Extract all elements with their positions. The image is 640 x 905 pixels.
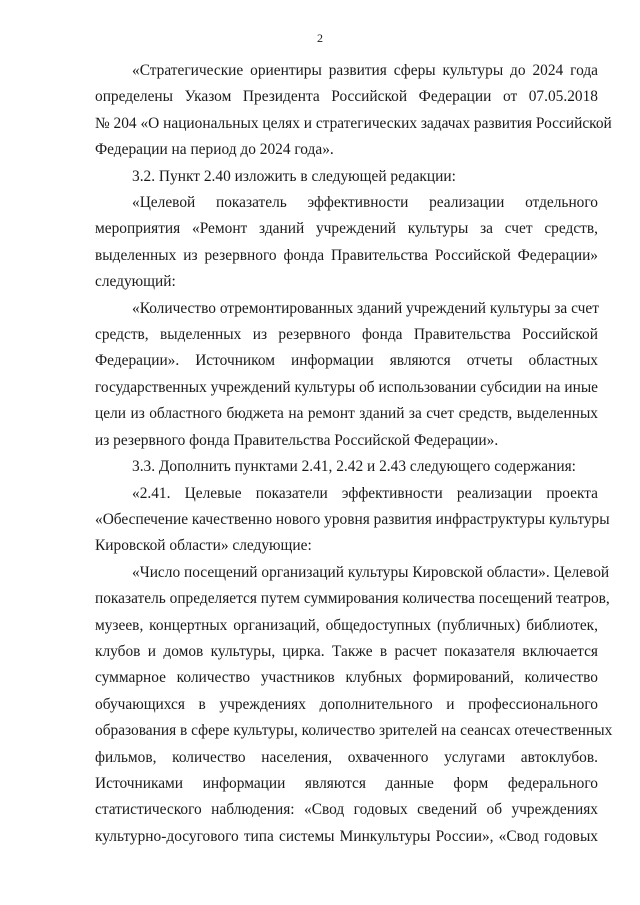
- text-line: «Обеспечение качественно нового уровня развития инфраструктуры культуры: [95, 510, 610, 528]
- page-number: 2: [317, 31, 323, 45]
- text-line: Кировской области» следующие:: [95, 537, 312, 555]
- text-line: статистического наблюдения: «Свод годовых сведений об учреждениях: [95, 801, 598, 819]
- text-line: выделенных из резервного фонда Правительства Российской Федерации»: [95, 246, 598, 264]
- text-line: цели из областного бюджета на ремонт зданий за счет средств, выделенных: [95, 405, 598, 423]
- text-line: «Количество отремонтированных зданий учреждений культуры за счет: [132, 299, 599, 317]
- paragraph: [95, 58, 612, 164]
- text-line: показатель определяется путем суммирования количества посещений театров,: [95, 590, 610, 608]
- text-line: Федерации на период до 2024 года».: [95, 141, 334, 159]
- paragraph: [95, 164, 598, 190]
- document-body: [95, 58, 613, 850]
- text-line: мероприятия «Ремонт зданий учреждений культуры за счет средств,: [95, 220, 598, 238]
- text-line: средств, выделенных из резервного фонда Правительства Российской: [95, 326, 598, 344]
- text-line: № 204 «О национальных целях и стратегических задачах развития Российской: [95, 114, 612, 132]
- text-line: суммарное количество участников клубных формирований, количество: [95, 669, 598, 687]
- text-line: государственных учреждений культуры об использовании субсидии на иные: [95, 378, 598, 396]
- text-line: музеев, концертных организаций, общедоступных (публичных) библиотек,: [95, 616, 598, 634]
- paragraph: [95, 560, 613, 850]
- text-line: 3.2. Пункт 2.40 изложить в следующей редакции:: [132, 167, 456, 185]
- text-line: 3.3. Дополнить пунктами 2.41, 2.42 и 2.43 следующего содержания:: [132, 458, 576, 476]
- text-line: обучающихся в учреждениях дополнительного и профессионального: [95, 695, 598, 713]
- paragraph: [95, 481, 610, 560]
- text-line: «2.41. Целевые показатели эффективности реализации проекта: [132, 484, 598, 502]
- paragraph: [95, 296, 598, 454]
- text-line: Источниками информации являются данные форм федерального: [95, 774, 598, 792]
- text-line: «Число посещений организаций культуры Кировской области». Целевой: [132, 563, 610, 581]
- paragraph: [95, 454, 598, 480]
- paragraph: [95, 190, 598, 296]
- text-line: Федерации». Источником информации являются отчеты областных: [95, 352, 598, 370]
- text-line: из резервного фонда Правительства Российской Федерации».: [95, 431, 499, 449]
- text-line: клубов и домов культуры, цирка. Также в расчет показателя включается: [95, 642, 598, 660]
- text-line: определены Указом Президента Российской Федерации от 07.05.2018: [95, 88, 598, 106]
- text-line: «Целевой показатель эффективности реализации отдельного: [132, 194, 598, 212]
- text-line: образования в сфере культуры, количество зрителей на сеансах отечественных: [95, 722, 613, 740]
- text-line: следующий:: [95, 273, 176, 291]
- text-line: фильмов, количество населения, охваченного услугами автоклубов.: [95, 748, 598, 766]
- text-line: культурно-досугового типа системы Минкультуры России», «Свод годовых: [95, 827, 598, 845]
- text-line: «Стратегические ориентиры развития сферы культуры до 2024 года: [132, 62, 598, 79]
